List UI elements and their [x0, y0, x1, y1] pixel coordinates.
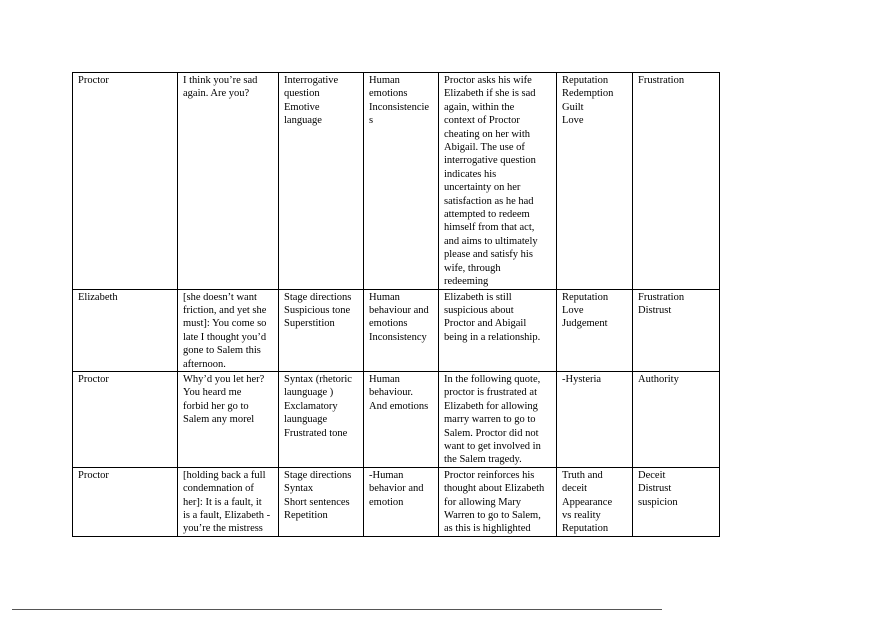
technique-cell — [279, 289, 364, 371]
cell-line: Short sentences — [284, 496, 350, 508]
analysis-cell — [439, 467, 557, 536]
cell-line: the Salem tragedy. — [444, 454, 522, 466]
cell-line: Proctor — [78, 373, 109, 385]
cell-line: thought about Elizabeth — [444, 483, 545, 495]
cell-line: friction, and yet she — [183, 304, 267, 316]
cell-line: Salem. Proctor did not — [444, 427, 539, 439]
cell-line: suspicious about — [444, 304, 514, 316]
cell-line: Redemption — [562, 88, 614, 100]
cell-line: Frustrated tone — [284, 427, 348, 439]
quote-cell — [178, 289, 279, 371]
cell-line: behavior and — [369, 483, 424, 495]
cell-line: Proctor and Abigail — [444, 318, 527, 330]
quote-cell — [178, 467, 279, 536]
cell-line: Warren to go to Salem, — [444, 510, 541, 521]
cell-line: behaviour. — [369, 387, 414, 399]
cell-line: launguage — [284, 414, 328, 426]
cell-line: gone to Salem this — [183, 345, 261, 357]
cell-line: question — [284, 88, 320, 100]
cell-line: Elizabeth if she is sad — [444, 88, 536, 100]
cell-line: Distrust — [638, 304, 672, 316]
cell-line: Elizabeth for allowing — [444, 400, 538, 412]
cell-line: language — [284, 115, 322, 127]
cell-line: Proctor asks his wife — [444, 75, 532, 86]
cell-line: uncertainty on her — [444, 182, 521, 194]
emotion-cell — [633, 371, 720, 467]
cell-line: must]: You come so — [183, 318, 267, 330]
analysis-cell — [439, 289, 557, 371]
cell-line: please and satisfy his — [444, 249, 533, 261]
cell-line: Deceit — [638, 469, 666, 481]
cell-line: deceit — [562, 483, 588, 495]
cell-line: satisfaction as he had — [444, 195, 534, 207]
cell-line: suspicion — [638, 496, 678, 508]
cell-line: attempted to redeem — [444, 209, 530, 221]
cell-line: Frustration — [638, 75, 685, 86]
speaker-cell — [73, 371, 178, 467]
technique-cell — [279, 73, 364, 290]
analysis-table — [72, 72, 720, 537]
cell-line: afternoon. — [183, 358, 226, 370]
cell-line: Love — [562, 304, 584, 316]
cell-line: I think you’re sad — [183, 75, 258, 86]
cell-line: s — [369, 115, 374, 127]
cell-line: -Hysteria — [562, 373, 602, 385]
table-row — [73, 467, 720, 536]
cell-line: [she doesn’t want — [183, 291, 257, 303]
emotion-cell — [633, 467, 720, 536]
cell-line: behaviour and — [369, 304, 429, 316]
theme-cell — [364, 371, 439, 467]
cell-line: You heard me — [183, 387, 242, 399]
cell-line: Elizabeth — [78, 291, 118, 303]
cell-line: Interrogative — [284, 75, 339, 86]
cell-line: condemnation of — [183, 483, 254, 495]
cell-line: as this is highlighted — [444, 523, 531, 535]
cell-line: late I thought you’d — [183, 331, 267, 343]
cell-line: for allowing Mary — [444, 496, 521, 508]
cell-line: marry warren to go to — [444, 414, 536, 426]
cell-line: Exclamatory — [284, 400, 338, 412]
cell-line: himself from that act, — [444, 222, 535, 234]
cell-line: is a fault, Elizabeth - — [183, 510, 271, 521]
cell-line: wife, through — [444, 262, 501, 274]
cell-line: Proctor — [78, 469, 109, 481]
speaker-cell — [73, 467, 178, 536]
cell-line: In the following quote, — [444, 373, 541, 385]
cell-line: you’re the mistress — [183, 523, 263, 535]
cell-line: Emotive — [284, 101, 320, 113]
cell-line: And emotions — [369, 400, 429, 412]
cell-line: want to get involved in — [444, 440, 541, 452]
cell-line: Reputation — [562, 75, 609, 86]
cell-line: Abigail. The use of — [444, 142, 525, 154]
cell-line: Human — [369, 291, 400, 303]
cell-line: Stage directions — [284, 291, 352, 303]
table-row — [73, 371, 720, 467]
concepts-cell — [557, 371, 633, 467]
cell-line: Truth and — [562, 469, 603, 481]
table-row — [73, 73, 720, 290]
quote-cell — [178, 371, 279, 467]
cell-line: interrogative question — [444, 155, 536, 167]
table-row — [73, 289, 720, 371]
cell-line: Elizabeth is still — [444, 291, 512, 303]
cell-line: and aims to ultimately — [444, 235, 538, 247]
analysis-cell — [439, 371, 557, 467]
footer-rule — [12, 609, 662, 610]
cell-line: Frustration — [638, 291, 685, 303]
cell-line: Why’d you let her? — [183, 373, 265, 385]
cell-line: proctor is frustrated at — [444, 387, 538, 399]
cell-line: Love — [562, 115, 584, 127]
speaker-cell — [73, 73, 178, 290]
theme-cell — [364, 467, 439, 536]
cell-line: Inconsistencie — [369, 101, 430, 113]
cell-line: Reputation — [562, 523, 609, 535]
concepts-cell — [557, 73, 633, 290]
concepts-cell — [557, 289, 633, 371]
cell-line: being in a relationship. — [444, 331, 541, 343]
cell-line: Appearance — [562, 496, 613, 508]
cell-line: Human — [369, 373, 400, 385]
cell-line: cheating on her with — [444, 128, 531, 140]
concepts-cell — [557, 467, 633, 536]
cell-line: emotions — [369, 88, 408, 100]
cell-line: launguage ) — [284, 387, 334, 399]
cell-line: Syntax (rhetoric — [284, 373, 352, 385]
emotion-cell — [633, 73, 720, 290]
emotion-cell — [633, 289, 720, 371]
cell-line: Proctor — [78, 75, 109, 86]
theme-cell — [364, 73, 439, 290]
cell-line: Authority — [638, 373, 679, 385]
cell-line: Repetition — [284, 510, 328, 521]
cell-line: emotion — [369, 496, 404, 508]
cell-line: her]: It is a fault, it — [183, 496, 262, 508]
theme-cell — [364, 289, 439, 371]
cell-line: again, within the — [444, 101, 515, 113]
cell-line: emotions — [369, 318, 408, 330]
technique-cell — [279, 371, 364, 467]
cell-line: Suspicious tone — [284, 304, 351, 316]
cell-line: -Human — [369, 469, 404, 481]
technique-cell — [279, 467, 364, 536]
cell-line: context of Proctor — [444, 115, 520, 127]
cell-line: Reputation — [562, 291, 609, 303]
cell-line: again. Are you? — [183, 88, 250, 100]
cell-line: Salem any morel — [183, 414, 255, 426]
cell-line: Distrust — [638, 483, 672, 495]
cell-line: forbid her go to — [183, 400, 249, 412]
cell-line: Inconsistency — [369, 331, 427, 343]
analysis-cell — [439, 73, 557, 290]
cell-line: redeeming — [444, 276, 489, 288]
cell-line: Human — [369, 75, 400, 86]
cell-line: indicates his — [444, 168, 497, 180]
cell-line: Judgement — [562, 318, 608, 330]
cell-line: Superstition — [284, 318, 335, 330]
cell-line: [holding back a full — [183, 469, 266, 481]
cell-line: vs reality — [562, 510, 601, 521]
cell-line: Guilt — [562, 101, 584, 113]
cell-line: Syntax — [284, 483, 314, 495]
speaker-cell — [73, 289, 178, 371]
cell-line: Stage directions — [284, 469, 352, 481]
quote-cell — [178, 73, 279, 290]
cell-line: Proctor reinforces his — [444, 469, 535, 481]
